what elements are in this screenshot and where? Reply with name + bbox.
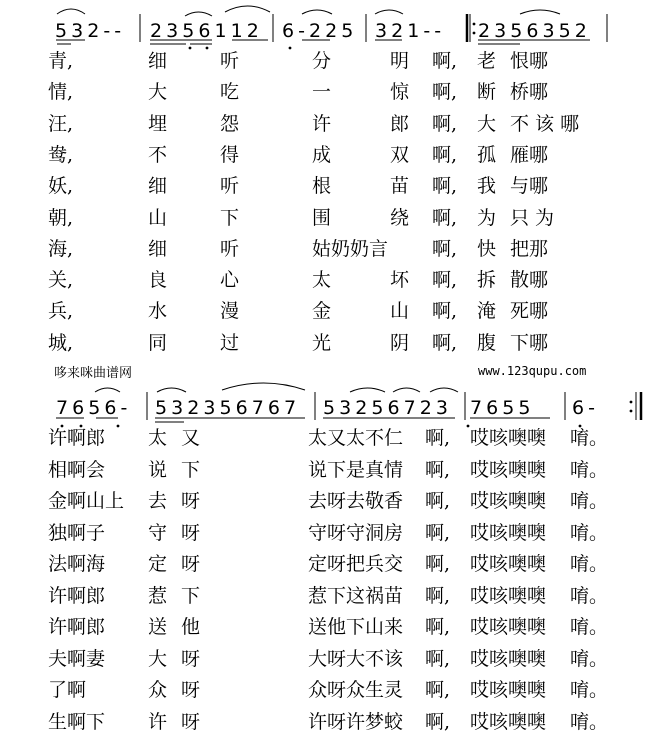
lyric-cell: 啊, (425, 458, 451, 481)
lyric-cell: 啊, (432, 331, 458, 354)
lyric-cell: 哎咳噢噢 (470, 679, 547, 701)
lyric-cell: 许啊郎 (48, 584, 106, 607)
lyric-cell: 鸯, (48, 143, 74, 166)
lyric-cell: 呀 (181, 647, 201, 670)
lyric-cell: 不 (148, 143, 168, 166)
lyric-cell: 哎咳噢噢 (470, 458, 547, 481)
lyric-cell: 惹 (148, 584, 168, 607)
lyric-cell: 生啊下 (48, 710, 106, 733)
lyric-cell: 一 (312, 81, 332, 104)
lyric-cell: 细 (148, 50, 168, 72)
lyric-cell: 太又太不仁 (308, 427, 404, 449)
lyric-cell: 心 (220, 269, 240, 292)
lyric-cell: 啊, (425, 679, 451, 701)
lyric-cell: 散哪 (510, 269, 549, 292)
lyric-cell: 淹 (477, 300, 497, 323)
lyric-cell: 唷。 (570, 490, 609, 512)
lyric-cell: 啊, (432, 81, 458, 104)
lyric-cell: 快 (477, 237, 497, 260)
lyric-cell: 细 (148, 237, 168, 260)
measure: 6 - (572, 397, 594, 419)
lyric-cell: 呀 (181, 553, 201, 575)
lyric-cell: 啊, (425, 616, 451, 638)
lyric-cell: 怨 (220, 112, 240, 135)
measure: 2 3 5 6 1 1 2 (150, 20, 258, 42)
lyric-cell: 老 (477, 50, 497, 72)
lyric-cell: 我 (477, 175, 497, 198)
lyric-cell: 下哪 (510, 331, 549, 354)
lyric-cell: 呀 (181, 521, 201, 544)
measure: 2 3 5 6 3 5 2 (478, 20, 586, 42)
lyric-cell: 汪, (48, 112, 74, 135)
lyric-cell: 哎咳噢噢 (470, 647, 547, 670)
lyric-cell: 只 为 (510, 206, 555, 229)
lyric-cell: 下 (181, 584, 201, 607)
lyric-cell: 又 (181, 427, 201, 449)
lyric-cell: 太 (148, 427, 168, 449)
lyric-cell: 孤 (477, 143, 497, 166)
lyric-cell: 啊, (425, 710, 451, 733)
lyric-cell: 啊, (432, 269, 458, 292)
lyric-cell: 城, (48, 331, 74, 354)
lyric-cell: 山 (390, 300, 410, 323)
lyric-cell: 法啊海 (48, 553, 106, 575)
lyric-cell: 与哪 (510, 175, 549, 198)
lyric-cell: 了啊 (48, 679, 87, 701)
lyric-cell: 啊, (432, 237, 458, 260)
lyric-cell: 拆 (477, 269, 497, 292)
lyric-cell: 姑奶奶言 (312, 237, 389, 260)
lyric-cell: 漫 (220, 300, 240, 323)
measure: 7 6 5 6 - (56, 397, 127, 419)
lyric-cell: 明 (390, 50, 410, 72)
lyric-cell: 许 (148, 710, 168, 733)
lyric-cell: 妖, (48, 175, 74, 198)
lyric-cell: 听 (220, 50, 240, 72)
lyric-cell: 夫啊妻 (48, 647, 106, 670)
lyric-cell: 关, (48, 269, 74, 292)
lyric-cell: 兵, (48, 300, 74, 323)
lyric-cell: 金 (312, 300, 332, 323)
lyric-cell: 大呀大不该 (308, 647, 404, 670)
site-url[interactable]: www.123qupu.com (478, 364, 587, 378)
lyric-cell: 众呀众生灵 (308, 679, 404, 701)
measure: 5 3 2 - - (55, 20, 121, 42)
lyric-cell: 哎咳噢噢 (470, 521, 547, 544)
lyric-cell: 唷。 (570, 553, 609, 575)
lyric-cell: 许啊郎 (48, 427, 106, 449)
lyric-cell: 雁哪 (510, 143, 549, 166)
lyric-cell: 惊 (390, 81, 410, 104)
lyric-cell: 成 (312, 143, 332, 166)
lyric-cell: 大 (477, 112, 497, 135)
lyric-cell: 哎咳噢噢 (470, 710, 547, 733)
lyric-cell: 山 (148, 206, 168, 229)
lyric-cell: 双 (390, 143, 410, 166)
lyric-cell: 啊, (425, 521, 451, 544)
lyric-cell: 阴 (390, 331, 410, 354)
lyric-cell: 根 (312, 175, 332, 198)
lyric-cell: 唷。 (570, 427, 609, 449)
lyric-cell: 吃 (220, 81, 240, 104)
lyric-cell: 许呀许梦蛟 (308, 710, 404, 733)
lyric-cell: 呀 (181, 679, 201, 701)
lyric-cell: 下 (220, 206, 240, 229)
lyric-cell: 腹 (477, 331, 497, 354)
lyric-cell: 郎 (390, 112, 410, 135)
site-credit: 哆来咪曲谱网 (54, 366, 133, 381)
measure: 5 3 2 3 5 6 7 6 7 (155, 397, 296, 419)
lyric-cell: 断 (477, 81, 497, 104)
lyric-cell: 把那 (510, 237, 549, 260)
measure: 6 - 2 2 5 (282, 20, 353, 42)
lyric-cell: 光 (312, 331, 332, 354)
lyric-cell: 哎咳噢噢 (470, 427, 547, 449)
lyric-cell: 分 (312, 50, 332, 72)
lyric-cell: 唷。 (570, 647, 609, 670)
lyric-cell: 大 (148, 81, 168, 104)
lyric-cell: 啊, (432, 206, 458, 229)
lyric-cell: 去呀去敬香 (308, 490, 404, 512)
lyric-cell: 定 (148, 553, 168, 575)
lyric-cell: 朝, (48, 206, 74, 229)
lyric-cell: 大 (148, 647, 168, 670)
lyric-cell: 唷。 (570, 616, 609, 638)
lyric-cell: 啊, (425, 647, 451, 670)
lyric-cell: 守呀守洞房 (308, 521, 404, 544)
lyric-cell: 相啊会 (48, 458, 106, 481)
lyric-cell: 唷。 (570, 679, 609, 701)
lyric-cell: 良 (148, 269, 168, 292)
lyric-cell: 听 (220, 175, 240, 198)
lyric-cell: 哎咳噢噢 (470, 584, 547, 607)
lyric-cell: 太 (312, 269, 332, 292)
lyric-cell: 哎咳噢噢 (470, 490, 547, 512)
lyric-cell: 围 (312, 206, 332, 229)
lyric-cell: 下 (181, 458, 201, 481)
measure: 5 3 2 5 6 7 2 3 (323, 397, 447, 419)
lyric-cell: 许啊郎 (48, 616, 106, 638)
lyric-cell: 桥哪 (510, 81, 549, 104)
lyric-cell: 啊, (425, 427, 451, 449)
lyric-cell: 呀 (181, 710, 201, 733)
lyric-cell: 同 (148, 331, 168, 354)
lyric-cell: 去 (148, 490, 168, 512)
lyric-cell: 哎咳噢噢 (470, 616, 547, 638)
lyric-cell: 他 (181, 616, 201, 638)
lyric-cell: 许 (312, 112, 332, 135)
lyric-cell: 过 (220, 331, 240, 354)
lyric-cell: 惹下这祸苗 (308, 584, 404, 607)
lyric-cell: 守 (148, 521, 168, 544)
lyric-cell: 唷。 (570, 710, 609, 733)
lyric-cell: 水 (148, 300, 168, 323)
lyric-cell: 苗 (390, 175, 410, 198)
lyric-cell: 独啊子 (48, 521, 106, 544)
lyric-cell: 为 (477, 206, 497, 229)
lyric-cell: 不 该 哪 (510, 112, 580, 135)
lyric-cell: 唷。 (570, 521, 609, 544)
lyric-cell: 啊, (425, 490, 451, 512)
lyric-cell: 啊, (425, 553, 451, 575)
lyric-cell: 青, (48, 50, 74, 72)
lyric-cell: 情, (48, 81, 74, 104)
lyric-cell: 唷。 (570, 584, 609, 607)
lyric-cell: 恨哪 (510, 50, 549, 72)
lyric-cell: 死哪 (510, 300, 549, 323)
lyric-cell: 说 (148, 458, 168, 481)
lyric-cell: 海, (48, 237, 74, 260)
lyric-cell: 啊, (432, 300, 458, 323)
lyric-cell: 送他下山来 (308, 616, 404, 638)
lyric-cell: 啊, (432, 112, 458, 135)
lyric-cell: 啊, (432, 50, 458, 72)
lyric-cell: 众 (148, 679, 168, 701)
lyric-cell: 啊, (432, 175, 458, 198)
lyric-cell: 绕 (390, 206, 410, 229)
lyric-cell: 啊, (425, 584, 451, 607)
lyric-cell: 坏 (390, 269, 410, 292)
lyric-cell: 送 (148, 616, 168, 638)
measure: 7 6 5 5 (470, 397, 530, 419)
lyric-cell: 细 (148, 175, 168, 198)
lyric-cell: 金啊山上 (48, 490, 125, 512)
lyric-cell: 得 (220, 143, 240, 166)
lyric-cell: 呀 (181, 490, 201, 512)
lyric-cell: 听 (220, 237, 240, 260)
lyric-cell: 说下是真情 (308, 458, 404, 481)
lyric-cell: 啊, (432, 143, 458, 166)
lyric-cell: 定呀把兵交 (308, 553, 404, 575)
lyric-cell: 哎咳噢噢 (470, 553, 547, 575)
lyric-cell: 埋 (148, 112, 168, 135)
measure: 3 2 1 - - (375, 20, 441, 42)
lyric-cell: 唷。 (570, 458, 609, 481)
